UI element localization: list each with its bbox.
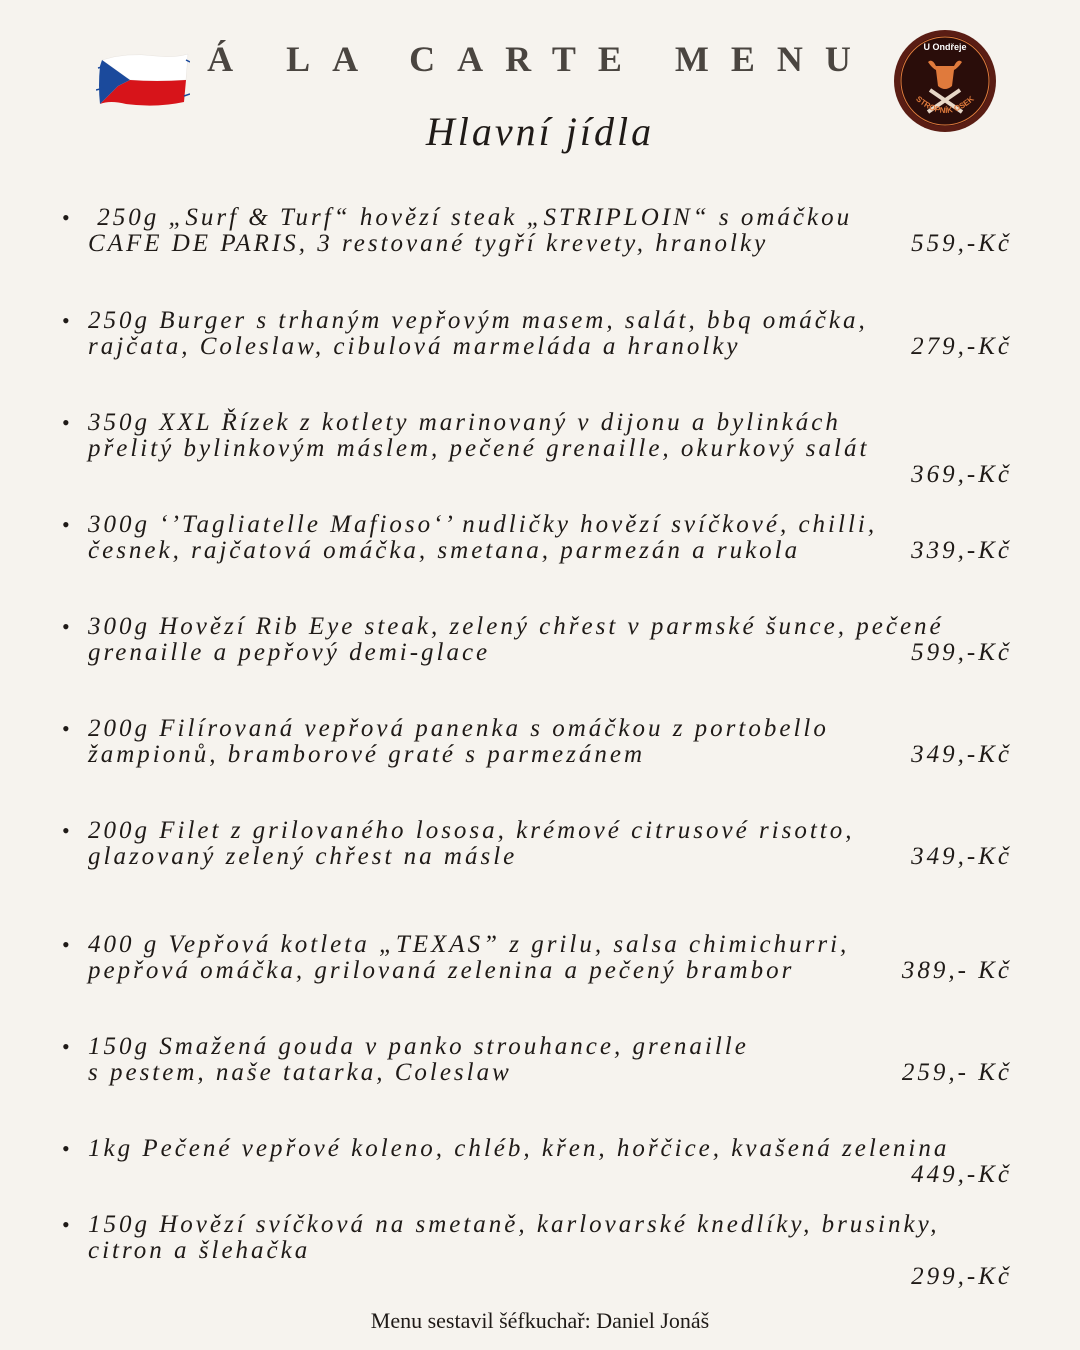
- footer-chef-credit: Menu sestavil šéfkuchař: Daniel Jonáš: [370, 1308, 710, 1333]
- menu-item: [62, 932, 1012, 1010]
- bullet-icon: •: [62, 716, 73, 741]
- menu-item-description-line2: pepřová omáčka, grilovaná zelenina a pečený brambor: [88, 957, 795, 984]
- menu-item-description-line1: 300g ‘’Tagliatelle Mafioso‘’ nudličky hovězí svíčkové, chilli,: [88, 511, 878, 538]
- menu-title: Á LA CARTE MENU: [207, 39, 873, 79]
- logo-bottom-text: STROPNÍK OSEK: [914, 94, 976, 116]
- menu-item-price: 369,-Kč: [911, 461, 1012, 488]
- menu-item-price: 339,-Kč: [911, 537, 1012, 564]
- restaurant-logo: [892, 28, 998, 134]
- menu-item: [62, 205, 1012, 283]
- menu-item-description-line1: 200g Filírovaná vepřová panenka s omáčkou z portobello: [88, 715, 829, 742]
- menu-item-price: 449,-Kč: [911, 1161, 1012, 1188]
- menu-item-description-line2: citron a šlehačka: [88, 1237, 311, 1264]
- menu-item: [62, 716, 1012, 794]
- menu-item-price: 279,-Kč: [911, 333, 1012, 360]
- menu-item-description-line1: 150g Hovězí svíčková na smetaně, karlovarské knedlíky, brusinky,: [88, 1211, 940, 1238]
- menu-item-description-line1: 250g Burger s trhaným vepřovým masem, salát, bbq omáčka,: [88, 307, 868, 334]
- menu-item-description-line1: 150g Smažená gouda v panko strouhance, grenaille: [88, 1033, 749, 1060]
- menu-item-description-line1: 250g „Surf & Turf“ hovězí steak „STRIPLOIN“ s omáčkou: [88, 204, 853, 231]
- bullet-icon: •: [62, 614, 73, 639]
- menu-item: [62, 512, 1012, 590]
- menu-item: [62, 818, 1012, 896]
- menu-item-description-line1: 1kg Pečené vepřové koleno, chléb, křen, hořčice, kvašená zelenina: [88, 1135, 950, 1162]
- menu-item-description-line1: 200g Filet z grilovaného lososa, krémové citrusové risotto,: [88, 817, 855, 844]
- menu-item-price: 349,-Kč: [911, 741, 1012, 768]
- menu-item-price: 259,- Kč: [901, 1059, 1012, 1086]
- menu-item: [62, 1212, 1012, 1290]
- menu-item-description-line2: česnek, rajčatová omáčka, smetana, parmezán a rukola: [88, 537, 801, 564]
- menu-item: [62, 614, 1012, 692]
- menu-item: [62, 308, 1012, 386]
- menu-item: [62, 410, 1012, 488]
- menu-item-description-line1: 400 g Vepřová kotleta „TEXAS” z grilu, salsa chimichurri,: [88, 931, 850, 958]
- menu-item-description-line2: grenaille a pepřový demi-glace: [88, 639, 491, 666]
- bullet-icon: •: [62, 932, 73, 957]
- bullet-icon: •: [62, 512, 73, 537]
- menu-subtitle: Hlavní jídla: [425, 109, 655, 154]
- menu-item-description-line2: glazovaný zelený chřest na másle: [88, 843, 518, 870]
- menu-item-description-line2: CAFE DE PARIS, 3 restované tygří krevety, hranolky: [88, 230, 769, 257]
- menu-item-price: 559,-Kč: [911, 230, 1012, 257]
- menu-item-description-line1: 300g Hovězí Rib Eye steak, zelený chřest v parmské šunce, pečené: [88, 613, 944, 640]
- bullet-icon: •: [62, 1136, 73, 1161]
- menu-item-description-line2: žampionů, bramborové graté s parmezánem: [88, 741, 646, 768]
- menu-item-price: 389,- Kč: [901, 957, 1012, 984]
- menu-item-price: 299,-Kč: [911, 1263, 1012, 1290]
- menu-item: [62, 1136, 1012, 1214]
- menu-item-description-line2: rajčata, Coleslaw, cibulová marmeláda a hranolky: [88, 333, 741, 360]
- menu-item-price: 599,-Kč: [911, 639, 1012, 666]
- logo-top-text: U Ondřeje: [923, 42, 967, 52]
- bullet-icon: •: [62, 308, 73, 333]
- menu-item-description-line1: 350g XXL Řízek z kotlety marinovaný v dijonu a bylinkách: [88, 409, 841, 436]
- bullet-icon: •: [62, 410, 73, 435]
- bullet-icon: •: [62, 818, 73, 843]
- menu-item-description-line2: s pestem, naše tatarka, Coleslaw: [88, 1059, 512, 1086]
- bullet-icon: •: [62, 1034, 73, 1059]
- bullet-icon: •: [62, 205, 73, 230]
- menu-item-price: 349,-Kč: [911, 843, 1012, 870]
- bullet-icon: •: [62, 1212, 73, 1237]
- menu-item-description-line2: přelitý bylinkovým máslem, pečené grenaille, okurkový salát: [88, 435, 870, 462]
- menu-item: [62, 1034, 1012, 1112]
